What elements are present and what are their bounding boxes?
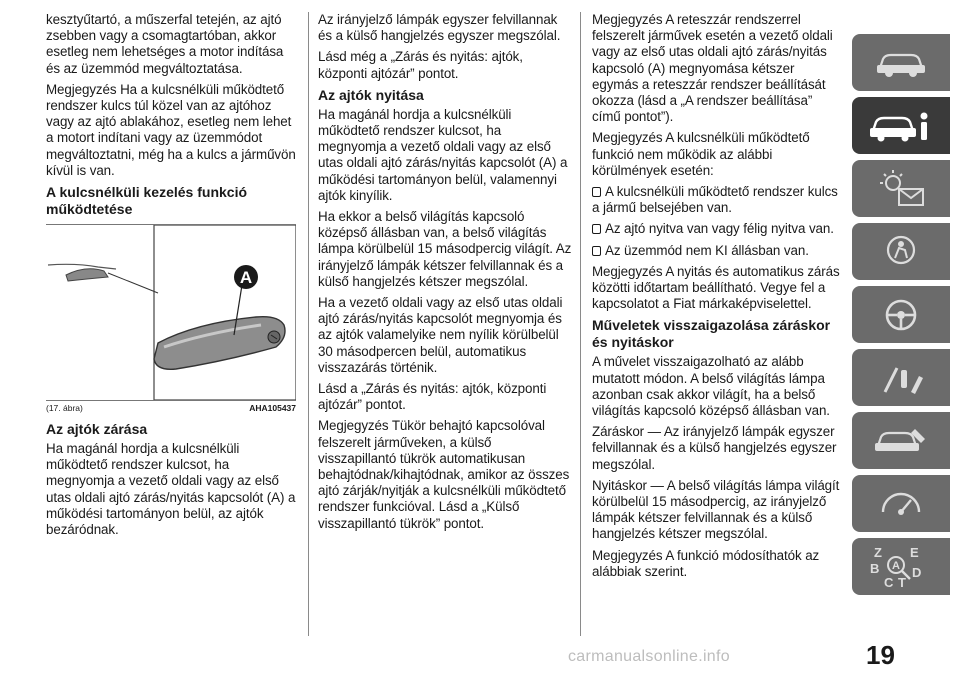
- svg-text:T: T: [898, 574, 906, 590]
- paragraph: Nyitáskor — A belső világítás lámpa világít körülbelül 15 másodpercig, az irányjelző lámpák kétszer felvillannak és a külső hangjelzés kétszer megszólal.: [592, 477, 840, 542]
- paragraph: Ha magánál hordja a kulcsnélküli működtető rendszer kulcsot, ha megnyomja a vezető oldali vagy az első utas oldali ajtó zárás/nyitás kapcsolót (A) a működési tartományon belül, valamennyi ajtók kinyílik.: [318, 106, 568, 203]
- note-paragraph: Megjegyzés A kulcsnélküli működtető funkció nem működik az alábbi körülmények esetén:: [592, 130, 810, 178]
- bullet-item: Az üzemmód nem KI állásban van.: [592, 243, 840, 259]
- note-paragraph: Megjegyzés A nyitás és automatikus zárás közötti időtartam beállítható. Vegye fel a kapcsolatot a Fiat márkaképviselettel.: [592, 263, 840, 312]
- bullet-item: A kulcsnélküli működtető rendszer kulcs a jármű belsejében van.: [592, 184, 838, 216]
- column-1: [46, 12, 296, 543]
- column-divider-1: [308, 12, 309, 636]
- tab-safety[interactable]: [852, 223, 950, 280]
- car-info-icon: [866, 106, 936, 146]
- paragraph: Ha magánál hordja a kulcsnélküli működtető rendszer kulcsot, ha megnyomja a vezető oldali vagy az első utas oldali ajtó zárás/nyitás kapcsolót (A) a működési tartományon belül, az ajtók bezáródnak.: [46, 441, 296, 538]
- tools-breakdown-icon: [871, 356, 931, 400]
- column-divider-2: [580, 12, 581, 636]
- index-letters-icon: [866, 543, 936, 591]
- section-heading: Az ajtók nyitása: [318, 86, 424, 103]
- bullet-icon: [592, 246, 601, 256]
- paragraph: Az irányjelző lámpák egyszer felvillannak és a külső hangjelzés egyszer megszólal.: [318, 12, 561, 44]
- paragraph: Lásd a „Zárás és nyitás: ajtók, központi ajtózár” pontot.: [318, 381, 547, 413]
- svg-text:D: D: [912, 564, 922, 580]
- chapter-tabs: [852, 34, 950, 601]
- bullet-icon: [592, 224, 601, 234]
- svg-text:Z: Z: [874, 544, 882, 560]
- figure-label-a: A: [239, 268, 253, 288]
- section-heading: Műveletek visszaigazolása záráskor és nyitáskor: [592, 317, 831, 351]
- tab-index[interactable]: [852, 538, 950, 595]
- column-3: [592, 12, 840, 585]
- paragraph: Ha a vezető oldali vagy az első utas oldali ajtó zárás/nyitás kapcsolót megnyomja és az ajtók valamelyike nem nyílik körülbelül 30 másodpercen belül, automatikus visszazárás történik.: [318, 295, 563, 375]
- tab-driving[interactable]: [852, 286, 950, 343]
- note-paragraph: Megjegyzés Tükör behajtó kapcsolóval felszerelt járműveken, a külső visszapillantó tükrök automatikusan behajtódnak/kihajtódnak, amikor az összes ajtó zárják/nyitják a kulcsnélküli működtető rendszer funkcióval. Lásd a „Külső visszapillantó tükrök” pontot.: [318, 418, 570, 531]
- svg-text:E: E: [910, 544, 919, 560]
- note-paragraph: Megjegyzés A reteszzár rendszerrel felszerelt járművek esetén a vezető oldali vagy az első utas oldali ajtó zárás/nyitás kapcsoló (A) megnyomása kétszer egymás a reteszzár rendszer beállítását okozza (lásd a „A rendszer beállítása” című pontot”).: [592, 12, 833, 125]
- section-heading: Az ajtók zárása: [46, 421, 148, 438]
- paragraph: Lásd még a „Zárás és nyitás: ajtók, központi ajtózár” pontot.: [318, 49, 523, 81]
- paragraph: Ha ekkor a belső világítás kapcsoló középső állásban van, a belső világítás lámpa körülbelül 15 másodpercig világít. Az irányjelző lámpák kétszer felvillannak és a külső hangjelzés kétszer megszólal.: [318, 209, 572, 289]
- watermark-footer: carmanualsonline.info: [568, 648, 730, 665]
- figure-number: (17. ábra): [46, 403, 83, 414]
- page-number: 19: [866, 640, 895, 670]
- figure-code: AHA105437: [249, 403, 296, 414]
- svg-text:B: B: [870, 560, 880, 576]
- note-paragraph: Megjegyzés Ha a kulcsnélküli működtető rendszer kulcs túl közel van az ajtóhoz vagy az ajtó ablakához, esetleg nem lehet a motort indítani vagy az üzemmódot megváltoztatni, még ha a kulcs a járművön kívül is van.: [46, 81, 296, 178]
- tab-warning-lights[interactable]: [852, 160, 950, 217]
- section-heading: A kulcsnélküli kezelés funkció működtetése: [46, 184, 248, 218]
- svg-text:C: C: [884, 574, 894, 590]
- tab-dashboard[interactable]: [852, 34, 950, 91]
- bullet-item: Az ajtó nyitva van vagy félig nyitva van.: [592, 221, 840, 237]
- car-wrench-icon: [871, 419, 931, 463]
- paragraph: kesztyűtartó, a műszerfal tetején, az ajtó zsebben vagy a csomagtartóban, akkor esetleg nem lehetséges a motor indítása és az üzemmód megváltoztatása.: [46, 12, 284, 76]
- car-dashboard-icon: [871, 43, 931, 83]
- door-handle-figure: [46, 224, 296, 401]
- paragraph: A művelet visszaigazolható az alább mutatott módon. A belső világítás lámpa azonban csak akkor világít, ha a belső világítás kapcsoló középső állásban van.: [592, 354, 830, 419]
- tab-car-info[interactable]: [852, 97, 950, 154]
- column-2: [318, 12, 572, 537]
- tab-specifications[interactable]: [852, 475, 950, 532]
- gauge-specs-icon: [871, 482, 931, 526]
- warning-lights-icon: [871, 167, 931, 211]
- paragraph: Záráskor — Az irányjelző lámpák egyszer felvillannak és a külső hangjelzés egyszer megszólal.: [592, 424, 837, 472]
- steering-wheel-icon: [871, 293, 931, 337]
- svg-text:A: A: [892, 559, 900, 572]
- door-handle-illustration: [46, 225, 296, 400]
- bullet-icon: [592, 187, 601, 197]
- tab-emergency[interactable]: [852, 349, 950, 406]
- figure-caption: [46, 403, 296, 413]
- airbag-seat-icon: [871, 230, 931, 274]
- note-paragraph: Megjegyzés A funkció módosíthatók az alábbiak szerint.: [592, 547, 820, 579]
- tab-maintenance[interactable]: [852, 412, 950, 469]
